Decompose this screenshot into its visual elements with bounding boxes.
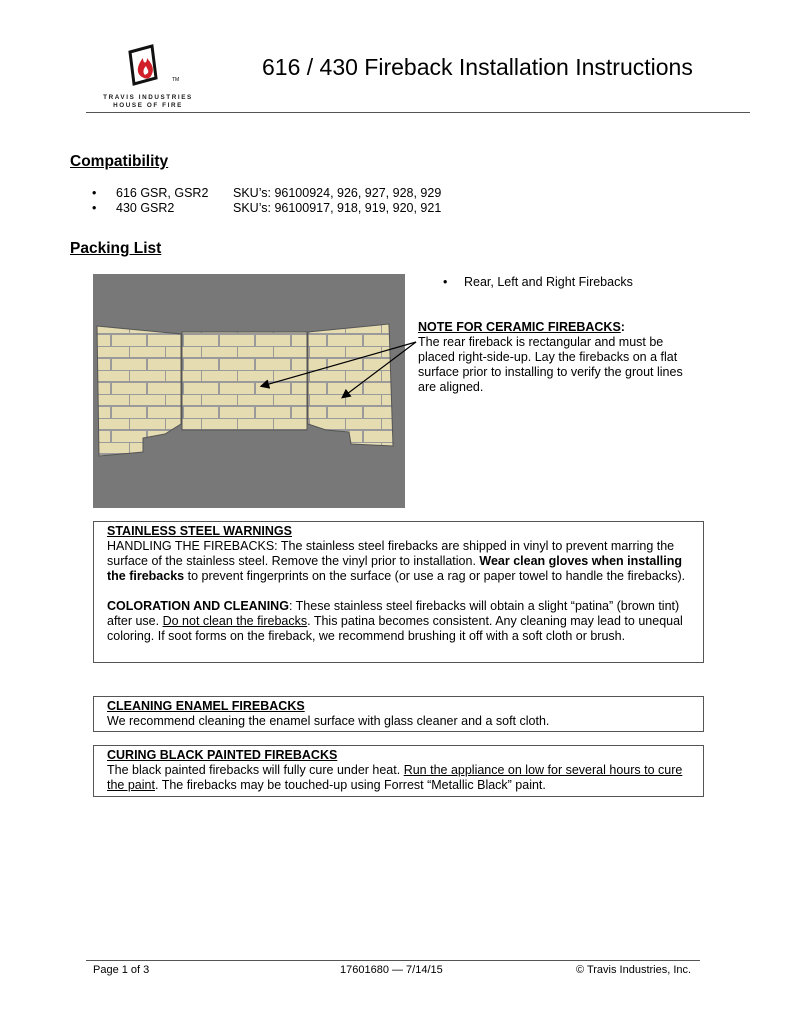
text-span: HANDLING THE FIREBACKS: The stainless steel firebacks are shipped in vinyl to prevent marring the surface of the stainless steel. Remove the vinyl prior to installation. (107, 539, 675, 568)
packing-item-text: Rear, Left and Right Firebacks (464, 275, 633, 289)
note-heading (418, 320, 718, 335)
note-heading-colon: : (620, 320, 625, 334)
black-painted-curing-box (93, 745, 704, 797)
logo-text (92, 94, 204, 110)
footer-divider (86, 960, 700, 961)
bold-warning: Wear clean gloves when installing the firebacks (107, 554, 683, 583)
flame-logo-icon (126, 44, 170, 88)
travis-industries-logo (92, 44, 204, 112)
stainless-steel-warnings-box (93, 521, 704, 663)
box-heading: CLEANING ENAMEL FIREBACKS (107, 699, 305, 713)
copyright: © Travis Industries, Inc. (576, 964, 692, 976)
logo-line-1: TRAVIS INDUSTRIES (103, 94, 193, 101)
bold-label: COLORATION AND CLEANING (107, 599, 289, 613)
underlined-instruction: Run the appliance on low for several hours to cure the paint (107, 763, 683, 792)
ceramic-note (418, 320, 718, 395)
note-heading-text: NOTE FOR CERAMIC FIREBACKS (418, 320, 621, 334)
packing-list-heading: Packing List (70, 240, 162, 257)
header-divider (86, 112, 750, 113)
box-heading: STAINLESS STEEL WARNINGS (107, 524, 292, 538)
note-line: surface prior to installing to verify the grout lines (418, 365, 683, 379)
enamel-text: We recommend cleaning the enamel surface with glass cleaner and a soft cloth. (107, 714, 550, 728)
coloration-paragraph (107, 599, 697, 644)
document-number: 17601680 — 7/14/15 (340, 964, 443, 976)
sku-list: SKU’s: 96100924, 926, 927, 928, 929 (233, 186, 442, 200)
bullet: • (92, 201, 97, 215)
model-name: 616 GSR, GSR2 (116, 186, 209, 200)
model-name: 430 GSR2 (116, 201, 175, 215)
handling-paragraph (107, 539, 697, 584)
page-number: Page 1 of 3 (93, 964, 150, 976)
underlined-warning: Do not clean the firebacks (162, 614, 308, 628)
bullet: • (443, 275, 448, 289)
document-title: 616 / 430 Fireback Installation Instructions (262, 54, 693, 80)
bullet: • (92, 186, 97, 200)
compatibility-heading: Compatibility (70, 153, 169, 170)
note-line: The rear fireback is rectangular and must be (418, 335, 664, 349)
trademark-mark: TM (172, 77, 180, 83)
pointer-arrows (250, 330, 425, 410)
box-heading: CURING BLACK PAINTED FIREBACKS (107, 748, 338, 762)
text-span: . The firebacks may be touched-up using Forrest “Metallic Black” paint. (154, 778, 546, 792)
enamel-cleaning-box (93, 696, 704, 732)
text-span: to prevent fingerprints on the surface (or use a rag or paper towel to handle the firebacks). (184, 569, 686, 583)
note-line: placed right-side-up. Lay the firebacks on a flat (418, 350, 678, 364)
text-span: The black painted firebacks will fully cure under heat. (107, 763, 404, 777)
text-span: . This patina becomes consistent. Any cleaning may lead to unequal coloring. If soot forms on the fireback, we recommend brushing it off with a soft cloth or brush. (107, 614, 683, 643)
curing-paragraph (107, 763, 697, 793)
text-span: : These stainless steel firebacks will obtain a slight “patina” (brown tint) after use. (107, 599, 680, 628)
note-line: are aligned. (418, 380, 484, 394)
sku-list: SKU’s: 96100917, 918, 919, 920, 921 (233, 201, 442, 215)
logo-line-2: HOUSE OF FIRE (113, 102, 183, 109)
